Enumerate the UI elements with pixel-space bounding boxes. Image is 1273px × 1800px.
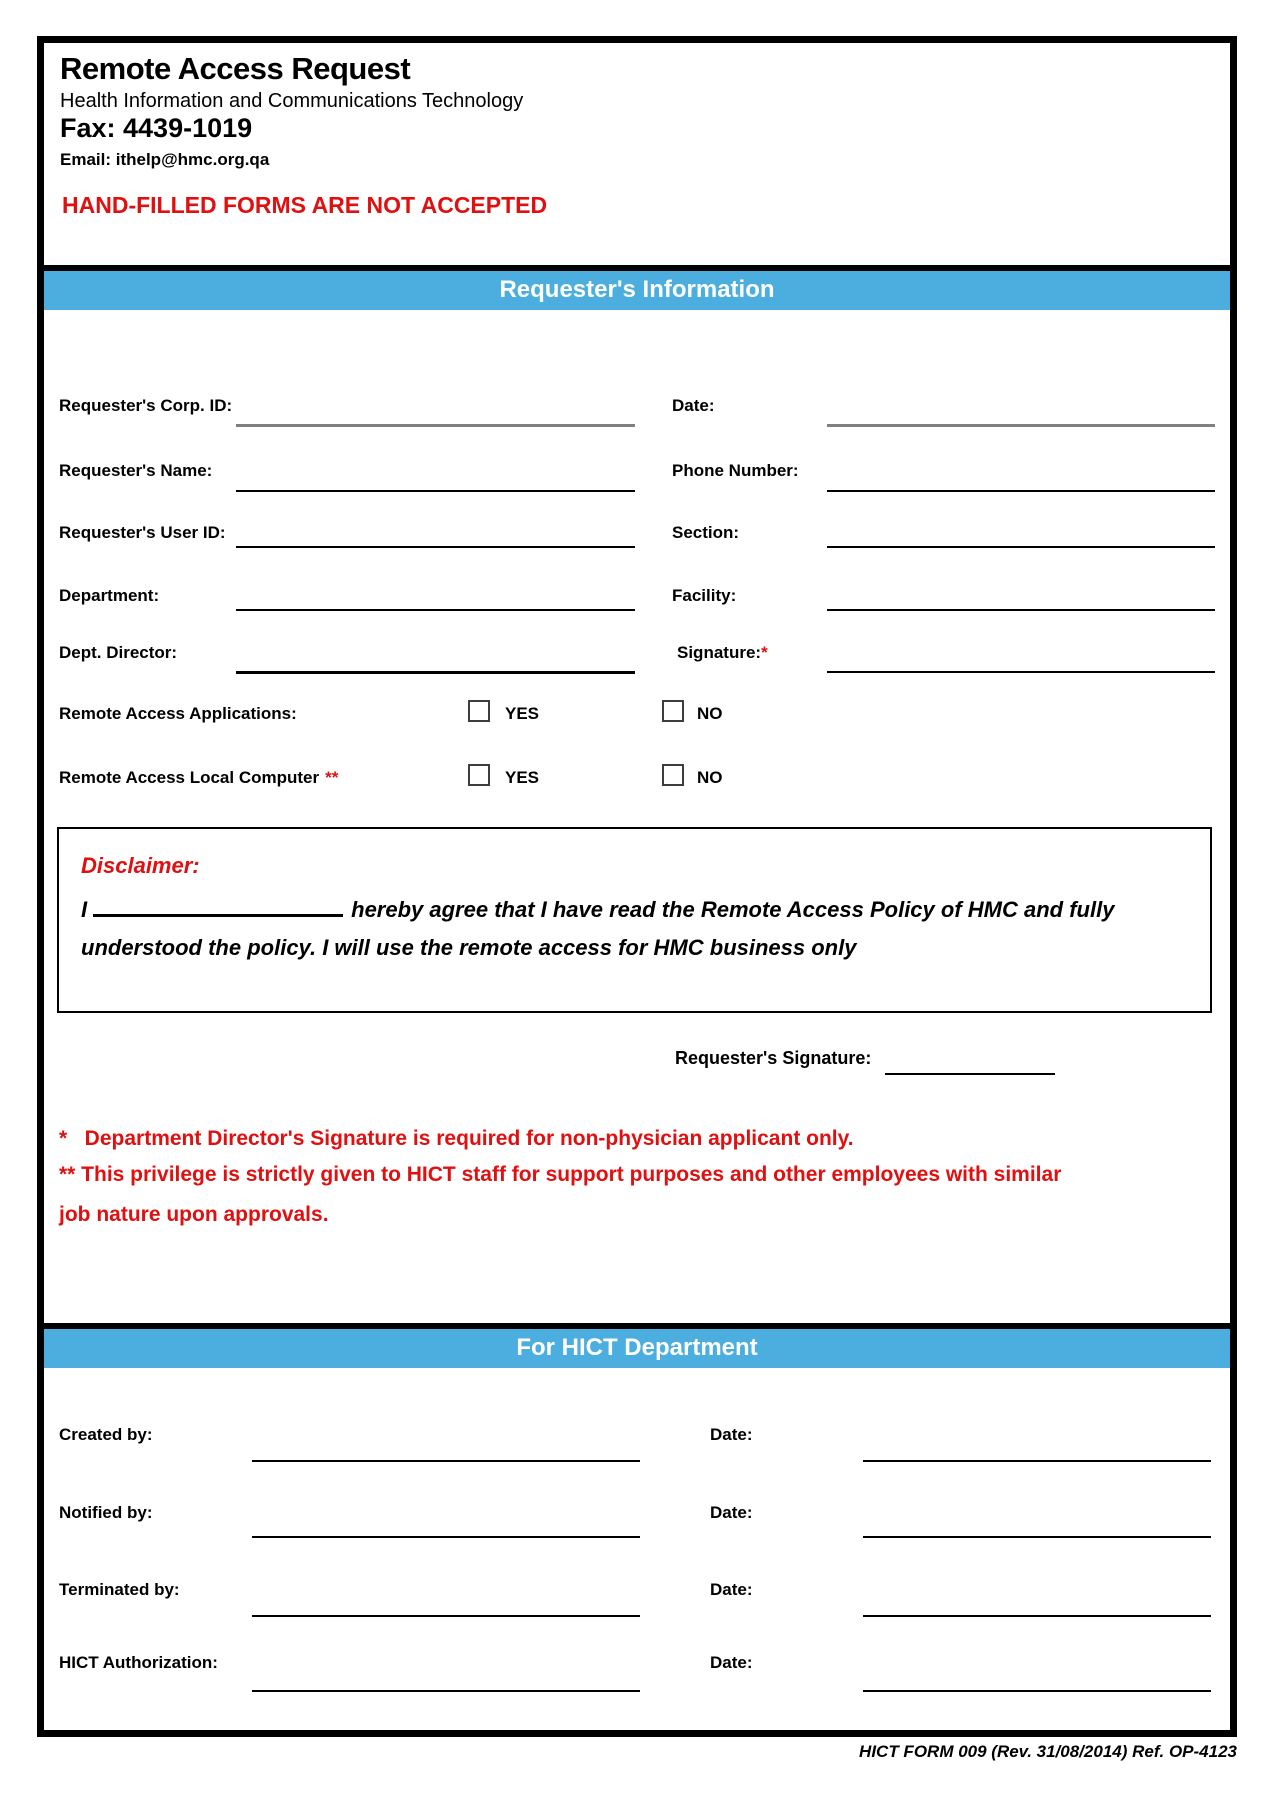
line-requesters-corp-id[interactable] (236, 424, 635, 427)
label-created-date: Date: (710, 1425, 753, 1444)
label-local-computer-text: Remote Access Local Computer (59, 768, 320, 787)
label-requesters-name: Requester's Name: (59, 461, 213, 480)
label-department: Department: (59, 586, 160, 605)
line-department[interactable] (236, 609, 635, 611)
disclaimer-heading: Disclaimer: (81, 853, 200, 878)
form-reference: HICT FORM 009 (Rev. 31/08/2014) Ref. OP-4123 (859, 1742, 1237, 1761)
line-created-by[interactable] (252, 1460, 640, 1462)
label-terminated-by: Terminated by: (59, 1580, 180, 1599)
checkbox-local-computer-no[interactable] (662, 764, 684, 786)
label-facility: Facility: (672, 586, 737, 605)
form-border (37, 36, 1237, 1737)
line-terminated-by[interactable] (252, 1615, 640, 1617)
label-dept-director: Dept. Director: (59, 643, 178, 662)
line-date[interactable] (827, 424, 1215, 427)
label-remote-access-applications: Remote Access Applications: (59, 704, 297, 723)
line-requesters-user-id[interactable] (236, 546, 635, 548)
label-signature (677, 643, 768, 663)
signature-required-asterisk: * (761, 643, 768, 662)
label-authorization-date: Date: (710, 1653, 753, 1672)
line-section[interactable] (827, 546, 1215, 548)
line-terminated-date[interactable] (863, 1615, 1211, 1617)
line-requesters-name[interactable] (236, 490, 635, 492)
label-created-by: Created by: (59, 1425, 153, 1444)
line-hict-authorization[interactable] (252, 1690, 640, 1692)
line-authorization-date[interactable] (863, 1690, 1211, 1692)
line-notified-date[interactable] (863, 1536, 1211, 1538)
warning-banner: HAND-FILLED FORMS ARE NOT ACCEPTED (62, 192, 548, 218)
label-terminated-date: Date: (710, 1580, 753, 1599)
email-address: Email: ithelp@hmc.org.qa (60, 150, 270, 169)
section-header-requester: Requester's Information (44, 265, 1230, 310)
label-applications-yes: YES (505, 704, 540, 723)
line-notified-by[interactable] (252, 1536, 640, 1538)
note-privilege-line1: ** This privilege is strictly given to HICT staff for support purposes and other employees with similar (59, 1163, 1062, 1186)
note-privilege-line2: job nature upon approvals. (59, 1203, 329, 1226)
fax-number: Fax: 4439-1019 (60, 113, 253, 143)
label-phone-number: Phone Number: (672, 461, 799, 480)
section-header-hict: For HICT Department (44, 1323, 1230, 1368)
checkbox-local-computer-yes[interactable] (468, 764, 490, 786)
label-applications-no: NO (697, 704, 723, 723)
disclaimer-intro: I (81, 897, 88, 922)
form-title: Remote Access Request (60, 51, 411, 86)
label-notified-by: Notified by: (59, 1503, 153, 1522)
label-hict-authorization: HICT Authorization: (59, 1653, 218, 1672)
label-signature-text: Signature: (677, 643, 762, 662)
label-section: Section: (672, 523, 740, 542)
line-facility[interactable] (827, 609, 1215, 611)
label-requesters-user-id: Requester's User ID: (59, 523, 226, 542)
disclaimer-name-blank[interactable] (93, 899, 343, 917)
label-requesters-corp-id: Requester's Corp. ID: (59, 396, 233, 415)
label-notified-date: Date: (710, 1503, 753, 1522)
label-requesters-signature: Requester's Signature: (675, 1048, 872, 1068)
note-director-signature: * Department Director's Signature is required for non-physician applicant only. (59, 1127, 854, 1150)
label-remote-access-local-computer (59, 768, 338, 788)
line-phone-number[interactable] (827, 490, 1215, 492)
label-local-computer-yes: YES (505, 768, 540, 787)
disclaimer-body: hereby agree that I have read the Remote Access Policy of HMC and fully understood the policy. I will use the remote access for HMC business only (81, 897, 1115, 960)
local-computer-double-asterisk: ** (325, 768, 339, 787)
form-subtitle: Health Information and Communications Technology (60, 90, 524, 112)
line-created-date[interactable] (863, 1460, 1211, 1462)
disclaimer-box (57, 827, 1212, 1013)
line-signature[interactable] (827, 671, 1215, 673)
line-dept-director[interactable] (236, 671, 635, 674)
disclaimer-text (81, 891, 1188, 967)
label-date: Date: (672, 396, 715, 415)
line-requesters-signature[interactable] (885, 1073, 1055, 1075)
checkbox-applications-no[interactable] (662, 700, 684, 722)
checkbox-applications-yes[interactable] (468, 700, 490, 722)
label-local-computer-no: NO (697, 768, 723, 787)
